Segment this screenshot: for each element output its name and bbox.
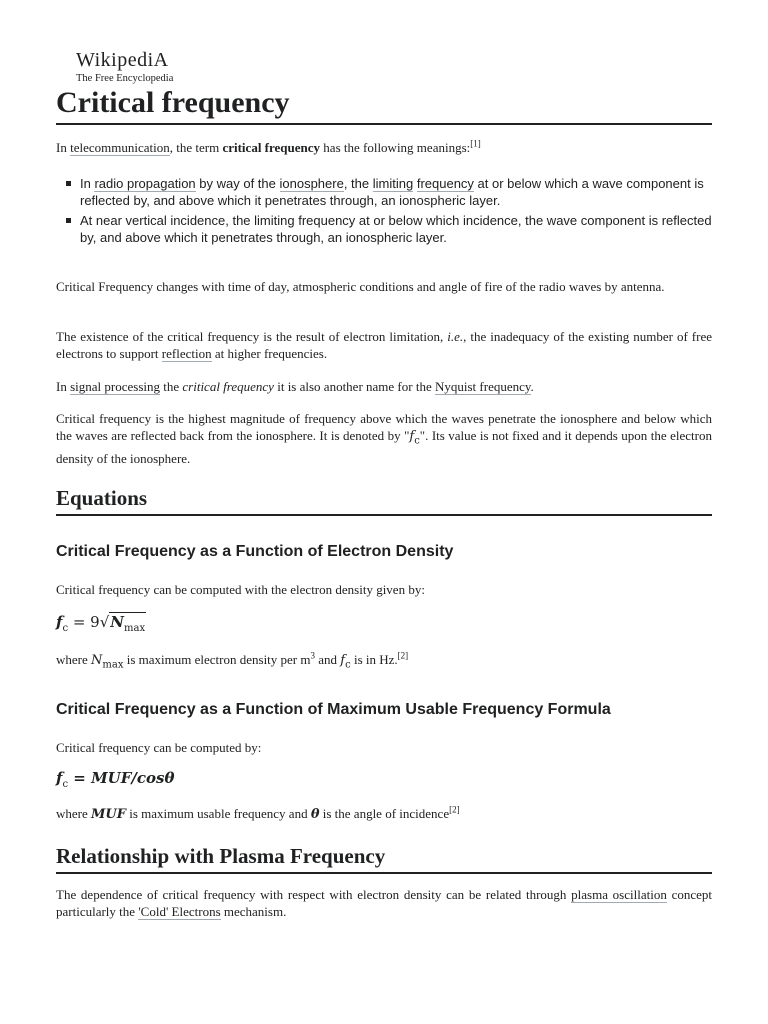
para3-text-4: . [530,379,534,394]
plasma-paragraph [56,886,712,920]
plasma-text-3: mechanism. [220,904,287,919]
link-ionosphere[interactable]: ionosphere [279,176,344,191]
para2-text-3: at higher frequencies. [211,346,328,361]
intro-paragraph [56,139,712,156]
page-title: Critical frequency [56,84,712,125]
bullet1-text-3: , the [343,176,373,191]
paragraph-signal-processing [56,378,712,395]
logo-word-end: A [153,49,169,71]
logo-wordmark [76,50,173,70]
link-limiting[interactable]: limiting [372,176,414,191]
electron-density-intro: Critical frequency can be computed with the electron density given by: [56,582,425,597]
paragraph-highest-magnitude [56,410,712,467]
section-plasma [56,842,712,874]
electron-density-where [56,651,712,674]
link-frequency[interactable]: frequency [416,176,474,191]
list-item: At near vertical incidence, the limiting frequency at or below which incidence, the wave component is reflected by, and above which it penetrates through, an ionospheric layer. [56,212,712,246]
where1-f: f [340,653,346,668]
where1-n: N [91,653,103,668]
where2-text-3: is the angle of incidence [319,806,450,821]
heading-electron-density: Critical Frequency as a Function of Electron Density [56,543,454,560]
where1-text-2: is maximum electron density per m [123,652,311,667]
bullet1-text-1: In [80,176,95,191]
link-radio-propagation[interactable]: radio propagation [94,176,196,191]
para3-text-1: In [56,379,71,394]
link-telecommunication[interactable]: telecommunication [70,140,170,155]
ref-2-second[interactable]: [2] [449,804,460,815]
intro-bold-term: critical frequency [222,140,321,155]
section-equations [56,484,712,516]
formula1-c: c [62,623,69,634]
where1-text-3: and [315,652,341,667]
where1-max: max [102,659,124,671]
subsection-muf [56,700,712,720]
para4-text-1: Critical frequency is the highest magnitude of frequency above which the waves penetrate the ionosphere and below which the waves are reflected back from the ionosphere. It is denoted by " [56,411,712,443]
formula1-f: f [56,613,63,631]
link-signal-processing[interactable]: signal processing [70,379,160,394]
paragraph-existence [56,328,712,362]
formula2-rhs: = MUF/cosθ [68,769,175,787]
where2-text-1: where [56,806,92,821]
plasma-text-1: The dependence of critical frequency with respect with electron density can be related through [56,887,572,902]
fc-c: c [414,435,420,447]
intro-text-2: , the term [169,140,223,155]
link-plasma-oscillation[interactable]: plasma oscillation [571,887,667,902]
para2-text-1: The existence of the critical frequency is the result of electron limitation, [56,329,448,344]
where2-text-2: is maximum usable frequency and [125,806,311,821]
formula1-eq: = 9 [68,613,100,631]
bullet1-text-4: at or below which a wave component is reflected by, and above which it penetrates through, an ionospheric layer. [80,176,704,208]
para3-text-3: it is also another name for the [273,379,435,394]
muf-intro: Critical frequency can be computed by: [56,740,262,755]
where1-c: c [345,659,351,671]
formula2-c: c [62,779,69,790]
bullet1-text-2: by way of the [195,176,280,191]
intro-text-1: In [56,140,71,155]
link-cold-electrons[interactable]: 'Cold' Electrons [138,904,221,919]
formula1-max: max [124,623,146,634]
fc-symbol [409,429,420,447]
subsection-electron-density [56,542,712,562]
where1-text-1: where [56,652,92,667]
para3-emphasis: critical frequency [182,379,274,394]
where2-theta: θ [310,807,320,822]
link-nyquist-frequency[interactable]: Nyquist frequency [434,379,531,394]
meanings-list [56,175,712,246]
logo-word-main: Wikipedi [76,49,154,71]
paragraph-time-of-day: Critical Frequency changes with time of day, atmospheric conditions and angle of fire of the radio waves by antenna. [56,279,665,294]
fc-f: f [409,429,415,444]
para2-text-2: , the inadequacy of the existing number of free electrons to support [56,329,712,361]
link-reflection[interactable]: reflection [161,346,212,361]
heading-equations: Equations [56,484,712,516]
logo-tagline: The Free Encyclopedia [76,73,174,84]
formula2-f: f [56,769,63,787]
heading-muf: Critical Frequency as a Function of Maximum Usable Frequency Formula [56,701,611,718]
para2-ie: i.e. [447,329,464,344]
where1-sup: 3 [310,650,315,661]
plasma-text-2: concept particularly the [56,887,713,919]
para4-text-2: ". Its value is not fixed and it depends upon the electron density of the ionosphere. [56,428,712,466]
para3-text-2: the [160,379,183,394]
wikipedia-logo[interactable] [76,50,173,85]
intro-text-3: has the following meanings: [320,140,471,155]
list-item [56,175,712,209]
where1-text-4: is in Hz. [350,652,398,667]
formula-electron-density: $f_c = 9√N_{max}$ [56,613,146,634]
formula-muf [56,769,712,790]
ref-1[interactable]: [1] [470,138,481,149]
where2-muf: MUF [91,807,126,822]
heading-plasma: Relationship with Plasma Frequency [56,842,712,874]
formula1-n: N [110,613,124,631]
ref-2[interactable]: [2] [397,650,409,661]
muf-where [56,805,712,823]
